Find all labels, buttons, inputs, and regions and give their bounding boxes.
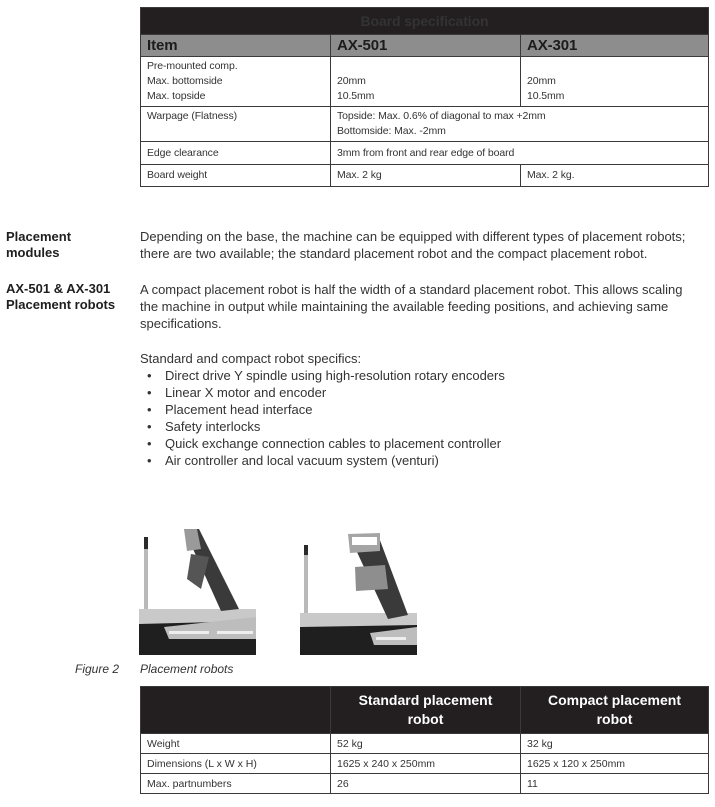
header-ax301: AX-301 bbox=[521, 35, 709, 57]
cell-line: 10.5mm bbox=[527, 90, 565, 102]
list-item bbox=[140, 401, 710, 418]
heading-line: Placement robots bbox=[6, 297, 116, 312]
cell-standard: 1625 x 240 x 250mm bbox=[331, 754, 521, 774]
cell-ax501: Max. 2 kg bbox=[331, 165, 521, 187]
figure-caption: Placement robots bbox=[140, 662, 234, 676]
list-item bbox=[140, 435, 710, 452]
cell-line: Pre-mounted comp. bbox=[147, 60, 238, 72]
section-heading-placement-robots bbox=[6, 281, 115, 313]
header-standard-robot bbox=[331, 687, 521, 734]
bullet-icon: • bbox=[147, 453, 152, 468]
bullet-icon: • bbox=[147, 436, 152, 451]
board-specification-table bbox=[140, 7, 709, 187]
cell-line: 20mm bbox=[527, 75, 556, 87]
list-item bbox=[140, 384, 710, 401]
list-item-text: Placement head interface bbox=[165, 402, 313, 417]
list-item-text: Air controller and local vacuum system (venturi) bbox=[165, 453, 439, 468]
placement-robots-paragraph bbox=[140, 281, 710, 332]
bullet-icon: • bbox=[147, 368, 152, 383]
standard-placement-robot-photo bbox=[139, 529, 256, 655]
cell-compact: 1625 x 120 x 250mm bbox=[521, 754, 709, 774]
table-row bbox=[141, 165, 709, 187]
cell-item: Edge clearance bbox=[141, 142, 331, 165]
cell-standard: 52 kg bbox=[331, 734, 521, 754]
table-row bbox=[141, 754, 709, 774]
list-item-text: Direct drive Y spindle using high-resolution rotary encoders bbox=[165, 368, 505, 383]
text-line: A compact placement robot is half the width of a standard placement robot. This allows scaling bbox=[140, 282, 683, 297]
header-line: robot bbox=[407, 711, 444, 727]
heading-line: Placement bbox=[6, 229, 72, 244]
cell-compact: 32 kg bbox=[521, 734, 709, 754]
figure-number: Figure 2 bbox=[75, 662, 120, 676]
section-heading-placement-modules bbox=[6, 229, 71, 261]
text-line: the machine in output while maintaining the available feeding positions, and achieving same bbox=[140, 299, 669, 314]
list-intro: Standard and compact robot specifics: bbox=[140, 351, 362, 366]
bullet-icon: • bbox=[147, 402, 152, 417]
bullet-icon: • bbox=[147, 385, 152, 400]
table-row bbox=[141, 774, 709, 794]
list-item-text: Linear X motor and encoder bbox=[165, 385, 327, 400]
table-row bbox=[141, 142, 709, 165]
heading-line: AX-501 & AX-301 bbox=[6, 281, 111, 296]
cell-item: Warpage (Flatness) bbox=[141, 107, 331, 142]
cell-label: Weight bbox=[141, 734, 331, 754]
heading-line: modules bbox=[6, 245, 60, 260]
table-title: Board specification bbox=[141, 8, 709, 35]
cell-merged: 3mm from front and rear edge of board bbox=[331, 142, 709, 165]
bullet-icon: • bbox=[147, 419, 152, 434]
cell-ax301 bbox=[521, 57, 709, 107]
table-header-row bbox=[141, 687, 709, 734]
compact-placement-robot-photo bbox=[300, 529, 417, 655]
list-item bbox=[140, 418, 710, 435]
robot-specifics-list bbox=[140, 367, 710, 469]
cell-compact: 11 bbox=[521, 774, 709, 794]
cell-line: 10.5mm bbox=[337, 90, 375, 102]
text-line: Depending on the base, the machine can be equipped with different types of placement robots; bbox=[140, 229, 686, 244]
cell-line: Max. topside bbox=[147, 90, 206, 102]
robot-specifics-block bbox=[140, 350, 710, 469]
table-row bbox=[141, 734, 709, 754]
table-row bbox=[141, 107, 709, 142]
cell-ax501 bbox=[331, 57, 521, 107]
list-item bbox=[140, 367, 710, 384]
cell-line: 20mm bbox=[337, 75, 366, 87]
text-line: specifications. bbox=[140, 316, 222, 331]
cell-line: Max. bottomside bbox=[147, 75, 223, 87]
cell-label: Dimensions (L x W x H) bbox=[141, 754, 331, 774]
cell-item: Board weight bbox=[141, 165, 331, 187]
header-compact-robot bbox=[521, 687, 709, 734]
header-line: robot bbox=[596, 711, 633, 727]
table-row bbox=[141, 57, 709, 107]
header-ax501: AX-501 bbox=[331, 35, 521, 57]
cell-label: Max. partnumbers bbox=[141, 774, 331, 794]
header-item: Item bbox=[141, 35, 331, 57]
table-header-row bbox=[141, 35, 709, 57]
cell-item bbox=[141, 57, 331, 107]
list-item-text: Safety interlocks bbox=[165, 419, 261, 434]
header-empty bbox=[141, 687, 331, 734]
placement-modules-paragraph bbox=[140, 228, 710, 262]
cell-merged bbox=[331, 107, 709, 142]
header-line: Compact placement bbox=[547, 692, 682, 708]
cell-standard: 26 bbox=[331, 774, 521, 794]
text-line: there are two available; the standard placement robot and the compact placement robot. bbox=[140, 246, 648, 261]
list-item bbox=[140, 452, 710, 469]
placement-robot-table bbox=[140, 686, 709, 794]
list-item-text: Quick exchange connection cables to placement controller bbox=[165, 436, 502, 451]
header-line: Standard placement bbox=[358, 692, 493, 708]
cell-ax301: Max. 2 kg. bbox=[521, 165, 709, 187]
cell-line: Bottomside: Max. -2mm bbox=[337, 125, 446, 137]
cell-line: Topside: Max. 0.6% of diagonal to max +2mm bbox=[337, 110, 546, 122]
